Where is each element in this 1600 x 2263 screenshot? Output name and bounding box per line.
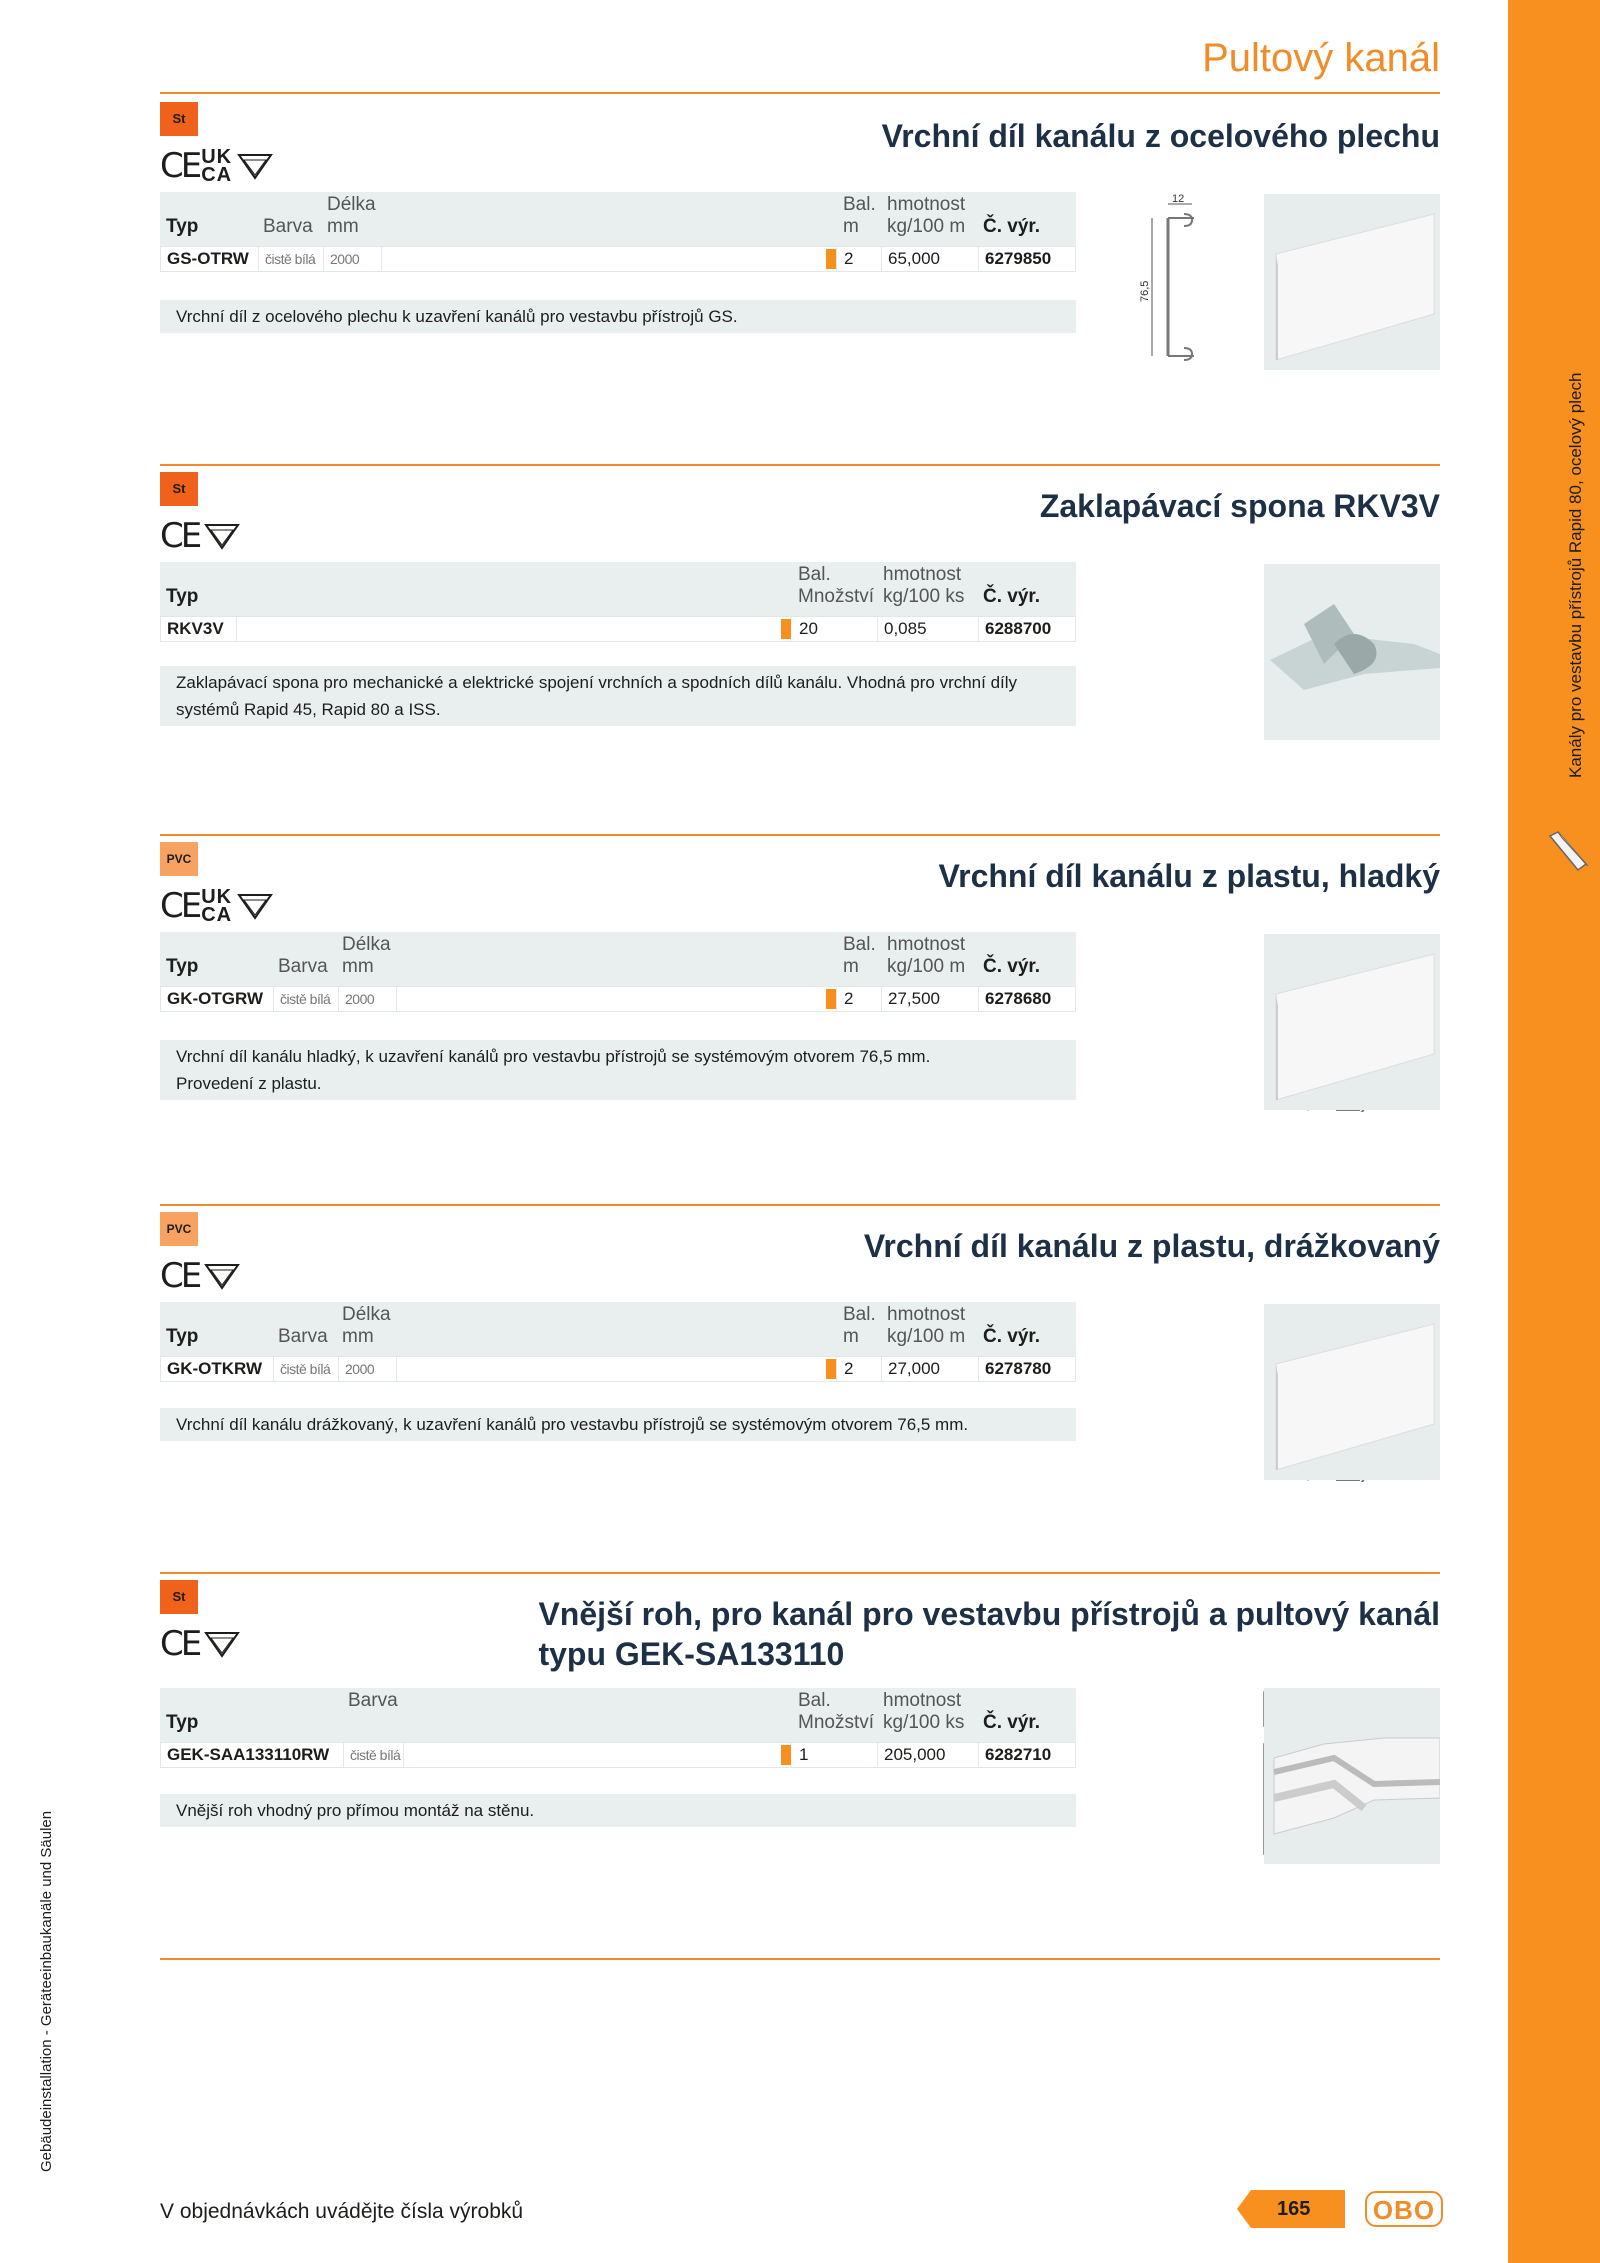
page-header — [160, 30, 1440, 94]
cell-spacer — [404, 1743, 791, 1767]
col-hmotnost-unit: kg/100 ks — [883, 1712, 965, 1733]
svg-text:OBO: OBO — [1372, 2195, 1436, 2225]
material-badge: St — [160, 472, 198, 506]
section-divider — [160, 834, 1440, 836]
col-bal: Bal. — [843, 1304, 876, 1325]
col-cvyr: Č. výr. — [983, 586, 1041, 607]
ce-mark: CE — [160, 146, 200, 186]
vde-icon — [203, 522, 241, 550]
col-cvyr: Č. výr. — [983, 216, 1041, 237]
footer-note: V objednávkách uvádějte čísla výrobků — [160, 2200, 524, 2223]
cell-spacer — [397, 1357, 837, 1381]
cell-delka: 2000 — [339, 987, 397, 1011]
cell-typ: RKV3V — [161, 617, 237, 641]
certification-marks — [160, 1622, 241, 1666]
col-typ: Typ — [166, 956, 199, 977]
col-typ: Typ — [166, 1712, 199, 1733]
col-barva: Barva — [278, 1326, 328, 1347]
section-title: Vrchní díl kanálu z plastu, hladký — [938, 858, 1440, 894]
col-delka: Délka — [342, 934, 391, 955]
material-badge: PVC — [160, 842, 198, 876]
col-typ: Typ — [166, 586, 199, 607]
cell-bal: 2 — [838, 1357, 882, 1381]
col-delka: Délka — [342, 1304, 391, 1325]
col-hmotnost-unit: kg/100 ks — [883, 586, 965, 607]
cell-barva: čistě bílá — [259, 247, 324, 271]
col-bal-unit: m — [843, 1326, 859, 1347]
cell-spacer — [397, 987, 837, 1011]
cell-typ: GK-OTGRW — [161, 987, 274, 1011]
table-row[interactable] — [160, 986, 1076, 1012]
cell-hmotnost: 27,500 — [882, 987, 979, 1011]
material-badge: St — [160, 102, 198, 136]
ce-mark: CE — [160, 886, 200, 926]
cell-typ: GS-OTRW — [161, 247, 259, 271]
col-typ: Typ — [166, 216, 199, 237]
vde-icon — [236, 152, 274, 180]
cell-cvyr: 6279850 — [985, 249, 1052, 268]
section-title: Zaklapávací spona RKV3V — [1039, 488, 1440, 524]
section-divider — [160, 464, 1440, 466]
col-bal: Bal. — [798, 1690, 831, 1711]
order-marker — [826, 249, 836, 269]
cell-bal: 2 — [838, 987, 882, 1011]
cell-spacer — [382, 247, 837, 271]
channel-icon — [1546, 830, 1590, 874]
section-divider — [160, 1572, 1440, 1574]
certification-marks — [160, 1254, 241, 1298]
order-marker — [781, 1745, 791, 1765]
product-photo — [1264, 564, 1440, 740]
page-title: Pultový kanál — [1202, 36, 1440, 80]
cell-barva: čistě bílá — [274, 987, 339, 1011]
side-vertical-text: Kanály pro vestavbu přístrojů Rapid 80, ocelový plech — [1566, 372, 1585, 778]
col-hmotnost-unit: kg/100 m — [887, 1326, 966, 1347]
col-bal-unit: Množství — [798, 586, 875, 607]
product-table — [160, 1688, 1076, 1768]
obo-logo — [1365, 2190, 1443, 2236]
cell-delka: 2000 — [339, 1357, 397, 1381]
page-number: 165 — [1237, 2190, 1345, 2228]
product-description: Zaklapávací spona pro mechanické a elektrické spojení vrchních a spodních dílů kanálu. Vhodná pro vrchní díly systémů Rapid 45, Rapid 80 a ISS. — [160, 666, 1076, 726]
cell-bal: 20 — [793, 617, 878, 641]
cell-hmotnost: 0,085 — [878, 617, 979, 641]
table-row[interactable] — [160, 616, 1076, 642]
cell-cvyr: 6278680 — [985, 989, 1052, 1008]
col-cvyr: Č. výr. — [983, 1712, 1041, 1733]
cell-typ: GK-OTKRW — [161, 1357, 274, 1381]
col-barva: Barva — [263, 216, 313, 237]
product-photo — [1264, 194, 1440, 370]
col-bal: Bal. — [843, 934, 876, 955]
table-row[interactable] — [160, 246, 1076, 272]
certification-marks — [160, 514, 241, 558]
ukca-mark: UK CA — [201, 146, 233, 186]
product-table — [160, 932, 1076, 1012]
cell-barva: čistě bílá — [274, 1357, 339, 1381]
product-table — [160, 562, 1076, 642]
col-hmotnost: hmotnost — [887, 194, 966, 215]
cell-cvyr: 6282710 — [985, 1745, 1052, 1764]
cell-cvyr: 6288700 — [985, 619, 1052, 638]
col-delka-unit: mm — [342, 1326, 374, 1347]
col-cvyr: Č. výr. — [983, 1326, 1041, 1347]
col-bal: Bal. — [798, 564, 831, 585]
col-hmotnost: hmotnost — [883, 564, 962, 585]
svg-text:12: 12 — [1172, 193, 1185, 205]
cell-hmotnost: 205,000 — [878, 1743, 979, 1767]
col-barva: Barva — [348, 1690, 398, 1711]
product-photo — [1264, 1688, 1440, 1864]
certification-marks — [160, 144, 274, 188]
table-row[interactable] — [160, 1742, 1076, 1768]
product-table — [160, 1302, 1076, 1382]
cell-hmotnost: 27,000 — [882, 1357, 979, 1381]
cell-bal: 1 — [793, 1743, 878, 1767]
col-bal: Bal. — [843, 194, 876, 215]
cell-bal: 2 — [838, 247, 882, 271]
ce-mark: CE — [160, 516, 200, 556]
col-hmotnost-unit: kg/100 m — [887, 216, 966, 237]
col-bal-unit: m — [843, 216, 859, 237]
product-description: Vrchní díl kanálu drážkovaný, k uzavření kanálů pro vestavbu přístrojů se systémovým otvorem 76,5 mm. — [160, 1408, 1076, 1441]
col-cvyr: Č. výr. — [983, 956, 1041, 977]
table-row[interactable] — [160, 1356, 1076, 1382]
cell-barva: čistě bílá — [344, 1743, 404, 1767]
col-hmotnost-unit: kg/100 m — [887, 956, 966, 977]
ce-mark: CE — [160, 1624, 200, 1664]
ce-mark: CE — [160, 1256, 200, 1296]
product-description: Vrchní díl z ocelového plechu k uzavření kanálů pro vestavbu přístrojů GS. — [160, 300, 1076, 333]
cell-cvyr: 6278780 — [985, 1359, 1052, 1378]
cell-hmotnost: 65,000 — [882, 247, 979, 271]
vde-icon — [236, 892, 274, 920]
col-delka-unit: mm — [327, 216, 359, 237]
svg-text:76,5: 76,5 — [1139, 280, 1151, 302]
product-table — [160, 192, 1076, 272]
col-bal-unit: Množství — [798, 1712, 875, 1733]
cell-spacer — [237, 617, 791, 641]
col-hmotnost: hmotnost — [887, 1304, 966, 1325]
certification-marks — [160, 884, 274, 928]
col-delka-unit: mm — [342, 956, 374, 977]
col-typ: Typ — [166, 1326, 199, 1347]
col-delka: Délka — [327, 194, 376, 215]
section-title: Vnější roh, pro kanál pro vestavbu přístrojů a pultový kanál typu GEK-SA133110 — [538, 1596, 1440, 1672]
col-barva: Barva — [278, 956, 328, 977]
bottom-divider — [160, 1958, 1440, 1960]
product-photo — [1264, 1304, 1440, 1480]
col-bal-unit: m — [843, 956, 859, 977]
product-description: Vnější roh vhodný pro přímou montáž na stěnu. — [160, 1794, 1076, 1827]
left-vertical-text: Gebäudeinstallation - Geräteeinbaukanäle und Säulen — [38, 1810, 55, 2172]
section-title: Vrchní díl kanálu z plastu, drážkovaný — [863, 1228, 1440, 1264]
order-marker — [781, 619, 791, 639]
col-hmotnost: hmotnost — [883, 1690, 962, 1711]
order-marker — [826, 1359, 836, 1379]
cell-delka: 2000 — [324, 247, 382, 271]
side-band — [1508, 0, 1600, 2263]
vde-icon — [203, 1262, 241, 1290]
order-marker — [826, 989, 836, 1009]
section-title: Vrchní díl kanálu z ocelového plechu — [881, 118, 1440, 154]
section-divider — [160, 1204, 1440, 1206]
vde-icon — [203, 1630, 241, 1658]
technical-drawing — [1132, 190, 1262, 370]
col-hmotnost: hmotnost — [887, 934, 966, 955]
ukca-mark: UK CA — [201, 886, 233, 926]
product-photo — [1264, 934, 1440, 1110]
material-badge: St — [160, 1580, 198, 1614]
cell-typ: GEK-SAA133110RW — [161, 1743, 344, 1767]
material-badge: PVC — [160, 1212, 198, 1246]
product-description: Vrchní díl kanálu hladký, k uzavření kanálů pro vestavbu přístrojů se systémovým otvorem 76,5 mm. Provedení z plastu. — [160, 1040, 1076, 1100]
